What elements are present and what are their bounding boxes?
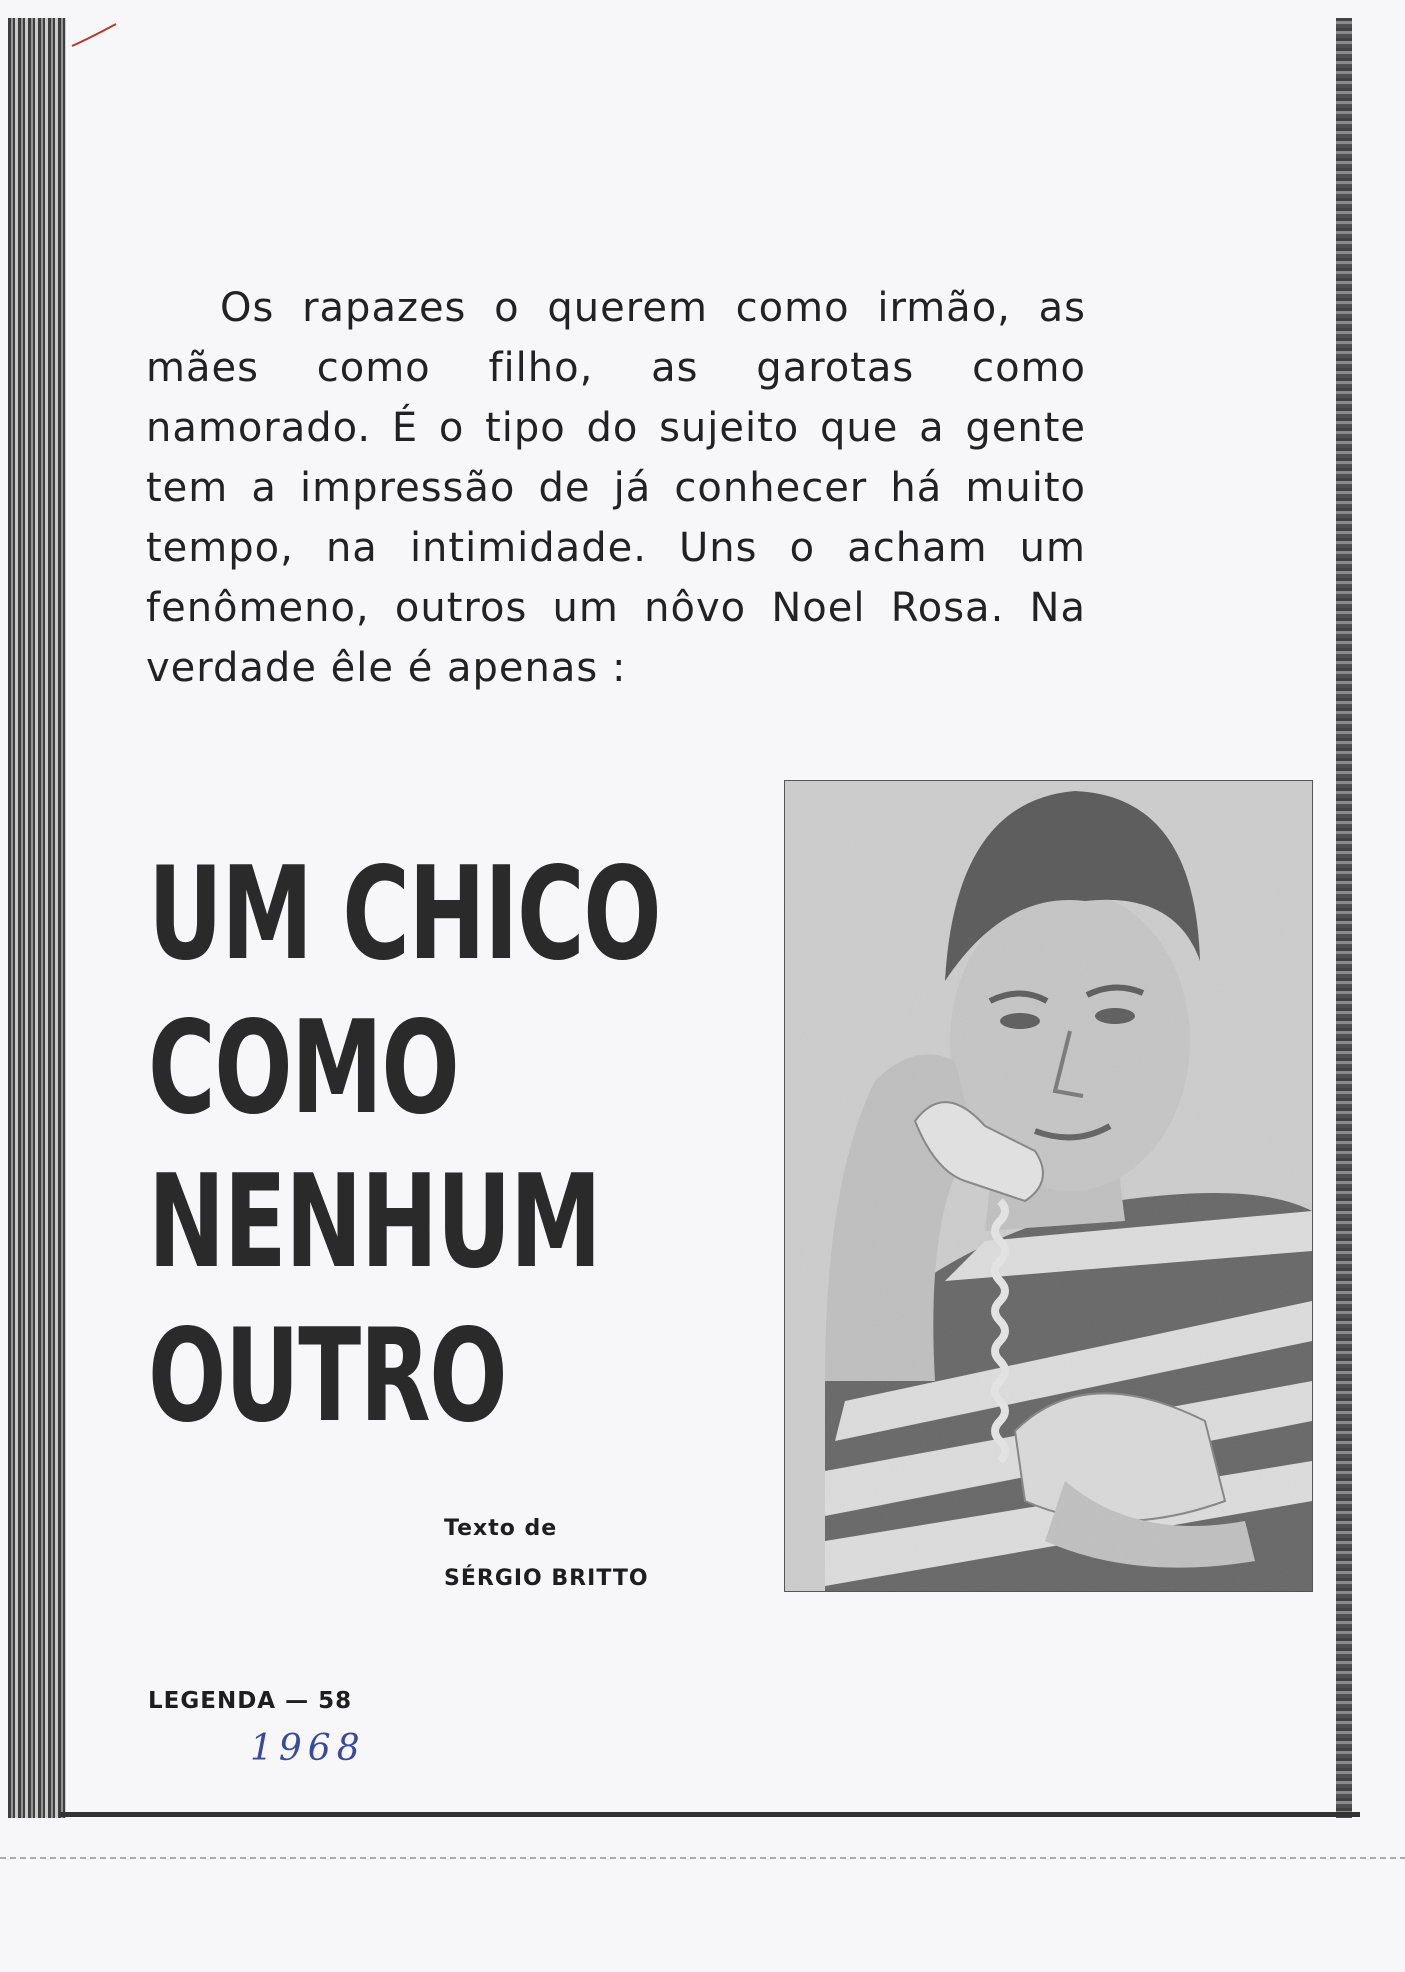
byline (444, 1504, 649, 1604)
headline-line-1: UM CHICO (148, 840, 661, 989)
page-footer: LEGENDA — 58 (148, 1688, 353, 1714)
right-binding-edge (1336, 18, 1352, 1818)
handwritten-year: 1968 (250, 1728, 366, 1769)
intro-text: Os rapazes o querem como irmão, as mães como filho, as garotas como namorado. É o tipo do sujeito que a gente tem a impressão de já conhecer há muito tempo, na intimidade. Uns o acham um fenômeno, outros um nôvo Noel Rosa. Na verdade êle é apenas : (146, 285, 1086, 691)
headline-line-2: COMO (148, 994, 459, 1143)
bottom-rule (60, 1812, 1360, 1817)
intro-paragraph (146, 278, 1086, 698)
headline-line-4: OUTRO (148, 1302, 507, 1451)
bottom-dashed-rule (0, 1857, 1405, 1859)
photo-man-on-phone (784, 780, 1313, 1592)
left-binding-edge (8, 18, 66, 1818)
pen-mark (70, 20, 120, 50)
byline-label: Texto de (444, 1516, 558, 1541)
headline-line-3: NENHUM (148, 1148, 601, 1297)
photo-illustration (785, 781, 1312, 1591)
headline (148, 838, 661, 1454)
byline-author: SÉRGIO BRITTO (444, 1566, 649, 1591)
